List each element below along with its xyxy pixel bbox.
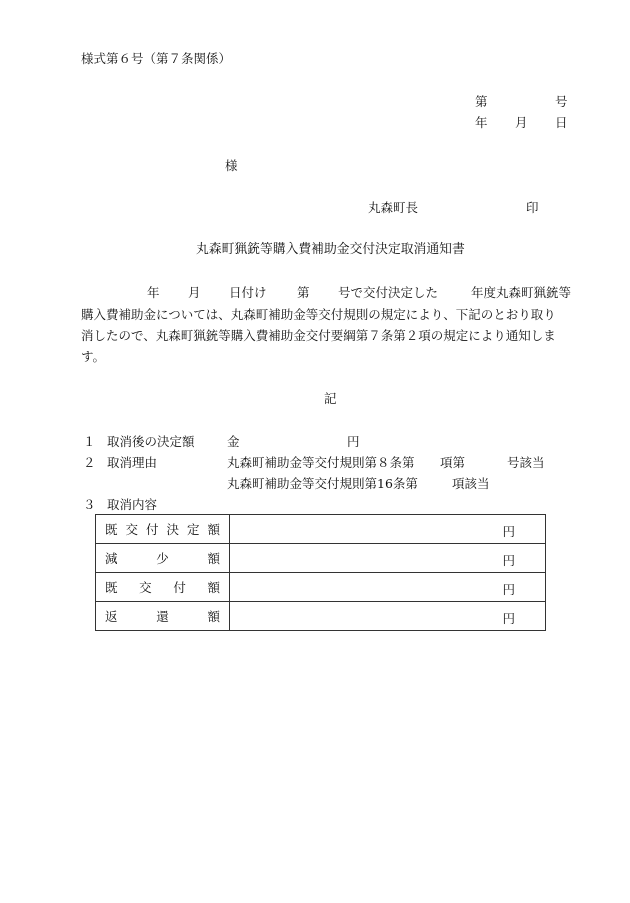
- issuer-title: 丸森町長: [368, 200, 419, 215]
- body-go-text: 号で交付決定した: [338, 285, 439, 300]
- form-code: 様式第６号（第７条関係）: [81, 51, 232, 66]
- date-day-label: 日: [555, 115, 568, 130]
- doc-number-dai: 第: [475, 94, 488, 109]
- issuer-seal: 印: [526, 200, 539, 215]
- row-label: 既交付決定額: [105, 522, 220, 537]
- body-nendo-text: 年度丸森町猟銃等: [471, 285, 572, 300]
- row-value-cell: [230, 544, 546, 573]
- date-year-label: 年: [475, 115, 488, 130]
- body-date-label: 日付け: [229, 285, 267, 300]
- body-year-label: 年: [147, 285, 160, 300]
- item-1-kin: 金: [227, 434, 240, 449]
- row-unit: 円: [502, 553, 515, 568]
- row-value-cell: [230, 515, 546, 544]
- doc-number-go: 号: [555, 94, 568, 109]
- item-2-kou-1: 項第: [440, 455, 466, 470]
- row-label: 減少額: [105, 551, 220, 566]
- item-2-rule-2: 丸森町補助金等交付規則第16条第: [227, 476, 418, 491]
- row-label-cell: [96, 602, 230, 631]
- row-label: 既交付額: [105, 580, 220, 595]
- row-label-cell: [96, 544, 230, 573]
- row-label-cell: [96, 515, 230, 544]
- document-title: 丸森町猟銃等購入費補助金交付決定取消通知書: [196, 242, 465, 257]
- row-label-cell: [96, 573, 230, 602]
- body-line-4: す。: [81, 349, 106, 364]
- row-unit: 円: [502, 582, 515, 597]
- body-dai-label: 第: [297, 285, 310, 300]
- item-2-label: 取消理由: [107, 455, 158, 470]
- table-row: [96, 515, 546, 544]
- table-row: [96, 602, 546, 631]
- body-line-2: 購入費補助金については、丸森町補助金等交付規則の規定により、下記のとおり取り: [81, 307, 556, 322]
- item-3-number: ３: [83, 497, 96, 512]
- body-month-label: 月: [188, 285, 201, 300]
- date-month-label: 月: [515, 115, 528, 130]
- row-unit: 円: [502, 611, 515, 626]
- item-2-number: ２: [83, 455, 96, 470]
- row-value-cell: [230, 573, 546, 602]
- row-value-cell: [230, 602, 546, 631]
- item-1-number: １: [83, 434, 96, 449]
- body-line-3: 消したので、丸森町猟銃等購入費補助金交付要綱第７条第２項の規定により通知しま: [81, 328, 556, 343]
- cancellation-content-table: [95, 514, 546, 631]
- item-3-label: 取消内容: [107, 497, 158, 512]
- item-1-label: 取消後の決定額: [107, 434, 195, 449]
- row-label: 返還額: [105, 609, 220, 624]
- row-unit: 円: [502, 524, 515, 539]
- table-row: [96, 573, 546, 602]
- item-1-yen: 円: [347, 434, 360, 449]
- ki-heading: 記: [324, 391, 337, 406]
- item-2-rule-1: 丸森町補助金等交付規則第８条第: [227, 455, 415, 470]
- addressee-suffix: 様: [225, 158, 238, 173]
- item-2-kou-2: 項該当: [452, 476, 490, 491]
- table-row: [96, 544, 546, 573]
- item-2-gou: 号該当: [507, 455, 545, 470]
